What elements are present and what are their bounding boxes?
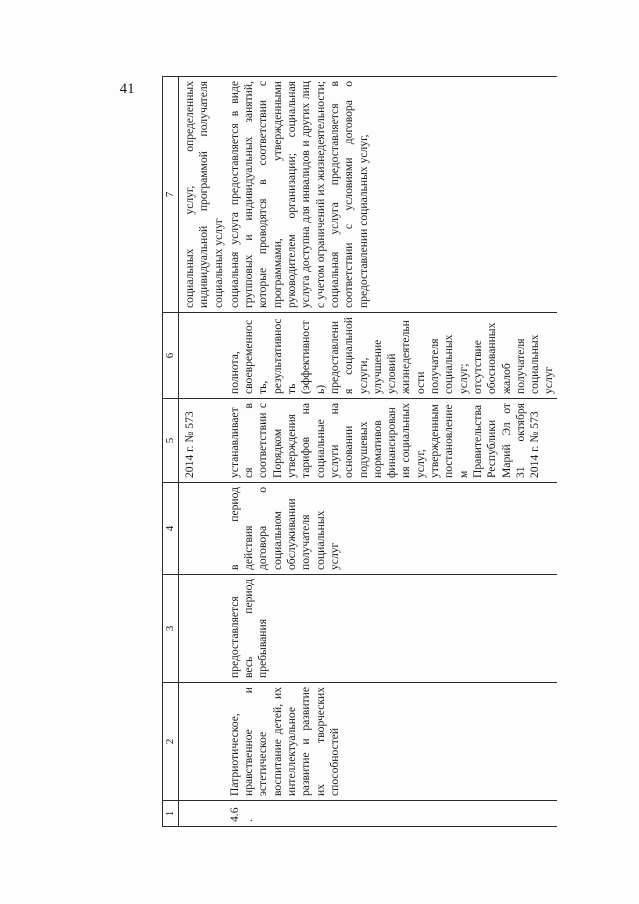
tariff-continuation-cell: 2014 г. № 573 (178, 399, 225, 483)
row-number-cell: 4.6. (225, 801, 556, 827)
conditions-continuation-cell: социальных услуг, определенных индивидуальной программой получателя социальных услуг (178, 77, 225, 313)
table-header-row (162, 77, 178, 827)
column-header: 2 (162, 683, 178, 801)
table-cell (178, 683, 225, 801)
table-row-continuation (178, 77, 225, 827)
service-tariff-cell: устанавливается в соответствии с Порядком утверждения тарифов на социальные услуги на основании подушевых нормативов финансирования социальных услуг, утвержденным постановлением Правительства Республики Марий Эл от 31 октября 2014 г. № 573 (225, 399, 556, 483)
column-header: 1 (162, 801, 178, 827)
table-cell (178, 313, 225, 399)
services-table (162, 76, 557, 827)
page-number: 41 (119, 80, 135, 97)
service-volume-cell: предоставляется весь период пребывания (225, 575, 556, 683)
column-header: 4 (162, 483, 178, 575)
column-header: 3 (162, 575, 178, 683)
table-cell (178, 575, 225, 683)
service-term-cell: в период действия договора о социальном обслуживании получателя социальных услуг (225, 483, 556, 575)
rotated-page-content (100, 72, 555, 832)
service-conditions-cell: социальная услуга предоставляется в виде групповых и индивидуальных занятий, которые проводятся в соответствии с программами, утвержденными руководителем организации; социальная услуга доступна для инвалидов и других лиц с учетом ограничений их жизнедеятельности; социальная услуга предоставляется в соответствии с условиями договора о предоставлении социальных услуг, (225, 77, 556, 313)
table-cell (178, 483, 225, 575)
column-header: 6 (162, 313, 178, 399)
table-cell (178, 801, 225, 827)
service-name-cell: Патриотическое, нравственное и эстетическое воспитание детей, их интеллектуальное развитие и развитие их творческих способностей (225, 683, 556, 801)
column-header: 5 (162, 399, 178, 483)
table-row (225, 77, 556, 827)
column-header: 7 (162, 77, 178, 313)
quality-indicators-cell: полнота, своевременность, результативность (эффективность) предоставления социальной услуги, улучшение условий жизнедеятельности получателя социальных услуг; отсутствие обоснованных жалоб получателя социальных услуг (225, 313, 556, 399)
